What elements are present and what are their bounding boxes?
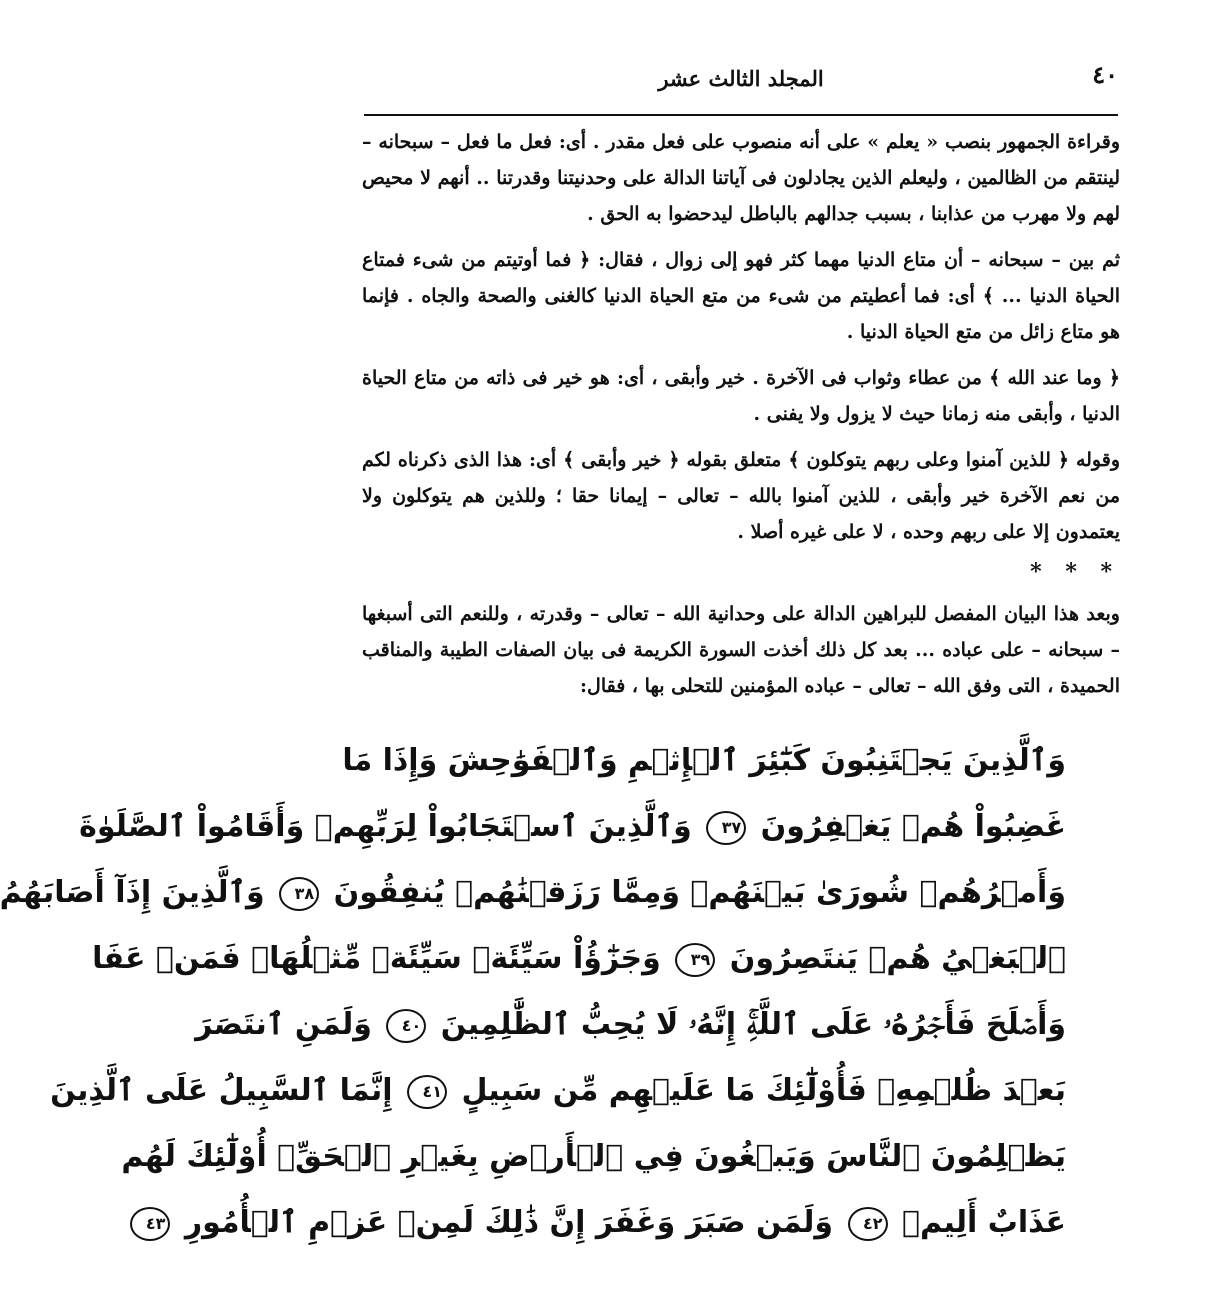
verse-line [145,1190,1066,1256]
paragraph: وقوله ﴿ للذين آمنوا وعلى ربهم يتوكلون ﴾ متعلق بقوله ﴿ خير وأبقى ﴾ أى: هذا الذى ذكرناه لكم من نعم الآخرة خير وأبقى ، للذين آمنوا بالله – تعالى – إيمانا حقا ؛ وللذين هم يتوكلون ولا يعتمدون إلا على ربهم وحده ، لا على غيره أصلا . [362,449,1120,543]
commentary-body [362,124,1120,708]
verse-text: يَظۡلِمُونَ ٱلنَّاسَ وَيَبۡغُونَ فِي ٱلۡأَرۡضِ بِغَيۡرِ ٱلۡحَقِّۚ أُوْلَٰٓئِكَ لَهُم [121,1139,1066,1174]
ayah-number-marker: ٣٧ [706,811,746,845]
verse-line [79,794,1066,860]
ayah-number-marker: ٤٠ [386,1009,426,1043]
page-number: ٤٠ [1092,60,1118,89]
ayah-number-marker: ٤١ [407,1075,447,1109]
verse-text: وَجَزَٰٓؤُاْ سَيِّئَةٖ سَيِّئَةٞ مِّثۡلُهَاۖ فَمَنۡ عَفَا [92,941,661,976]
verse-line [121,1124,1066,1190]
verse-line [50,1058,1066,1124]
paragraph: وبعد هذا البيان المفصل للبراهين الدالة على وحدانية الله – تعالى – وقدرته ، وللنعم التى أسبغها – سبحانه – على عباده ... بعد كل ذلك أخذت السورة الكريمة فى بيان الصفات الطيبة والمناقب الحميدة ، التى وفق الله – تعالى – عباده المؤمنين للتحلى بها ، فقال: [362,603,1120,697]
section-separator: * * * [1030,559,1120,585]
verse-text: غَضِبُواْ هُمۡ يَغۡفِرُونَ [760,809,1066,844]
verse-text: وَلَمَن صَبَرَ وَغَفَرَ إِنَّ ذَٰلِكَ لَمِنۡ عَزۡمِ ٱلۡأُمُورِ [184,1205,834,1240]
paragraph: ﴿ وما عند الله ﴾ من عطاء وثواب فى الآخرة . خير وأبقى ، أى: هو خير فى ذاته من متاع الحياة الدنيا ، وأبقى منه زمانا حيث لا يزول ولا يفنى . [362,367,1120,425]
ayah-number-marker: ٣٩ [675,943,715,977]
ayah-number-marker: ٤٢ [848,1207,888,1241]
page-header [364,54,1118,106]
verse-text: وَٱلَّذِينَ يَجۡتَنِبُونَ كَبَٰٓئِرَ ٱلۡإِثۡمِ وَٱلۡفَوَٰحِشَ وَإِذَا مَا [342,743,1066,778]
paragraph: وقراءة الجمهور بنصب « يعلم » على أنه منصوب على فعل مقدر . أى: فعل ما فعل – سبحانه – لينتقم من الظالمين ، وليعلم الذين يجادلون فى آياتنا الدالة على وحدنيتنا وقدرتنا .. أنهم لا محيص لهم ولا مهرب من عذابنا ، بسبب جدالهم بالباطل ليدحضوا به الحق . [362,131,1120,225]
verse-text: وَأَمۡرُهُمۡ شُورَىٰ بَيۡنَهُمۡ وَمِمَّا رَزَقۡنَٰهُمۡ يُنفِقُونَ [333,875,1066,910]
header-rule [364,114,1118,116]
ayah-number-marker: ٤٣ [130,1207,170,1241]
verse-text: بَعۡدَ ظُلۡمِهِۦ فَأُوْلَٰٓئِكَ مَا عَلَيۡهِم مِّن سَبِيلٍ [461,1073,1066,1108]
verse-text: وَٱلَّذِينَ إِذَآ أَصَابَهُمُ [0,875,265,910]
verse-text: ٱلۡبَغۡيُ هُمۡ يَنتَصِرُونَ [729,941,1066,976]
verse-text: عَذَابٌ أَلِيمٞ [901,1205,1066,1240]
verse-text: وَٱلَّذِينَ ٱسۡتَجَابُواْ لِرَبِّهِمۡ وَأَقَامُواْ ٱلصَّلَوٰةَ [79,809,692,844]
verse-line [0,860,1066,926]
verse-text: وَلَمَنِ ٱنتَصَرَ [195,1007,372,1042]
verse-text: وَأَصۡلَحَ فَأَجۡرُهُۥ عَلَى ٱللَّهِۚ إِنَّهُۥ لَا يُحِبُّ ٱلظَّٰلِمِينَ [440,1007,1066,1042]
running-title: المجلد الثالث عشر [658,66,824,91]
verse-line [92,926,1066,992]
verse-line [342,728,1066,794]
ayah-number-marker: ٣٨ [279,877,319,911]
paragraph: ثم بين – سبحانه – أن متاع الدنيا مهما كثر فهو إلى زوال ، فقال: ﴿ فما أوتيتم من شىء فمتاع الحياة الدنيا ... ﴾ أى: فما أعطيتم من شىء من متع الحياة الدنيا كالغنى والصحة والجاه . فإنما هو متاع زائل من متع الحياة الدنيا . [362,249,1120,343]
verse-line [195,992,1066,1058]
quran-verses-block [0,728,1066,1256]
verse-text: إِنَّمَا ٱلسَّبِيلُ عَلَى ٱلَّذِينَ [50,1073,393,1108]
